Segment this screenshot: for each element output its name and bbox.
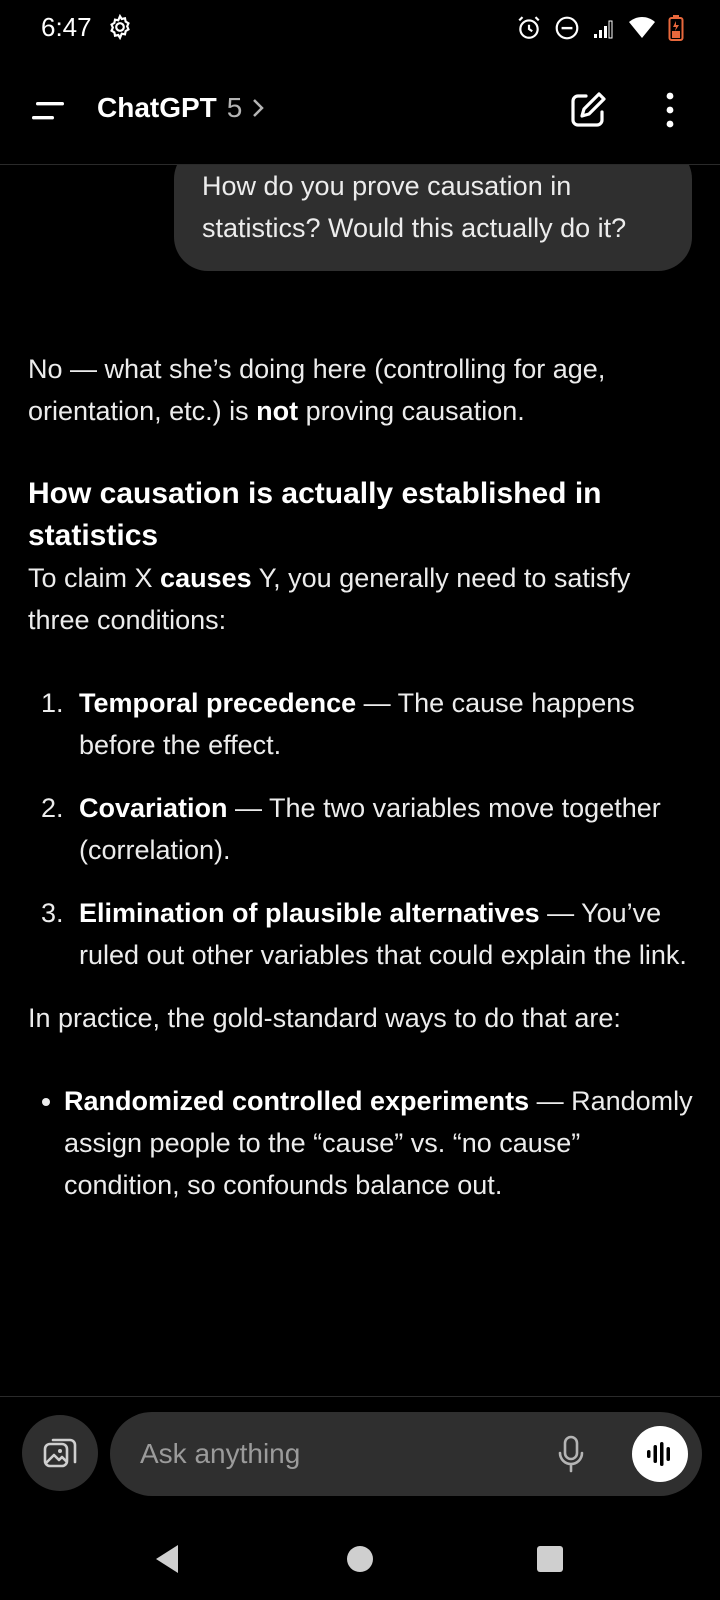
back-icon[interactable]	[152, 1542, 182, 1576]
message-input[interactable]	[140, 1412, 540, 1496]
answer-intro-text: No — what she’s doing here (controlling for age, orientation, etc.) is	[28, 354, 606, 426]
app-title: ChatGPT	[97, 92, 217, 123]
status-icons	[516, 14, 684, 42]
practice-paragraph: In practice, the gold-standard ways to do that are:	[28, 1003, 621, 1033]
assistant-message	[28, 348, 698, 1206]
system-nav-bar	[0, 1520, 720, 1600]
answer-intro	[28, 348, 698, 432]
list-item-title: Elimination of plausible alternatives	[79, 898, 540, 928]
chevron-right-icon	[250, 97, 266, 119]
attach-image-button[interactable]	[22, 1415, 98, 1491]
conditions-list	[28, 682, 698, 976]
list-item-text: — The cause happens before the effect.	[79, 688, 635, 760]
do-not-disturb-icon	[554, 15, 580, 41]
app-header	[0, 66, 720, 162]
recents-button[interactable]	[537, 1546, 563, 1572]
bullet	[42, 1098, 50, 1106]
menu-icon[interactable]	[30, 96, 68, 128]
signal-icon	[592, 16, 616, 40]
battery-icon	[668, 15, 684, 41]
list-item-text: — Randomly assign people to the “cause” vs. “no cause” condition, so confounds balance out.	[64, 1086, 693, 1200]
model-version: 5	[226, 92, 243, 123]
list-number: 1.	[41, 688, 64, 718]
list-item	[28, 892, 698, 976]
claim-paragraph	[28, 557, 698, 641]
section-heading: How causation is actually established in statistics	[28, 477, 602, 552]
user-message: How do you prove causation in statistics? Would this actually do it?	[174, 165, 692, 271]
methods-list	[28, 1080, 698, 1206]
claim-text: To claim X	[28, 563, 161, 593]
voice-mode-button[interactable]	[632, 1426, 688, 1482]
gear-icon	[107, 14, 133, 40]
more-vert-icon[interactable]	[660, 90, 680, 130]
status-time: 6:47	[41, 12, 92, 42]
wifi-icon	[628, 16, 656, 40]
list-item-text: — You’ve ruled out other variables that could explain the link.	[79, 898, 687, 970]
list-item-title: Randomized controlled experiments	[64, 1086, 530, 1116]
claim-bold: causes	[160, 563, 252, 593]
answer-intro-text-end: proving causation.	[298, 396, 525, 426]
list-number: 2.	[41, 793, 64, 823]
list-item-text: — The two variables move together (correlation).	[79, 793, 661, 865]
list-item-title: Temporal precedence	[79, 688, 357, 718]
chat-area[interactable]	[0, 165, 720, 1395]
alarm-icon	[516, 15, 542, 41]
message-composer	[110, 1412, 702, 1496]
list-number: 3.	[41, 898, 64, 928]
new-chat-icon[interactable]	[568, 90, 608, 130]
home-button[interactable]	[347, 1546, 373, 1572]
image-attach-icon	[40, 1433, 80, 1473]
voice-mode-icon	[645, 1441, 675, 1467]
claim-text-end: Y, you generally need to satisfy three conditions:	[28, 563, 631, 635]
answer-intro-bold: not	[256, 396, 299, 426]
mic-icon[interactable]	[556, 1434, 586, 1474]
list-item	[28, 787, 698, 871]
list-item	[28, 1080, 698, 1206]
model-selector[interactable]	[97, 92, 266, 124]
composer-divider	[0, 1396, 720, 1397]
list-item	[28, 682, 698, 766]
list-item-title: Covariation	[79, 793, 228, 823]
status-bar	[0, 0, 720, 56]
